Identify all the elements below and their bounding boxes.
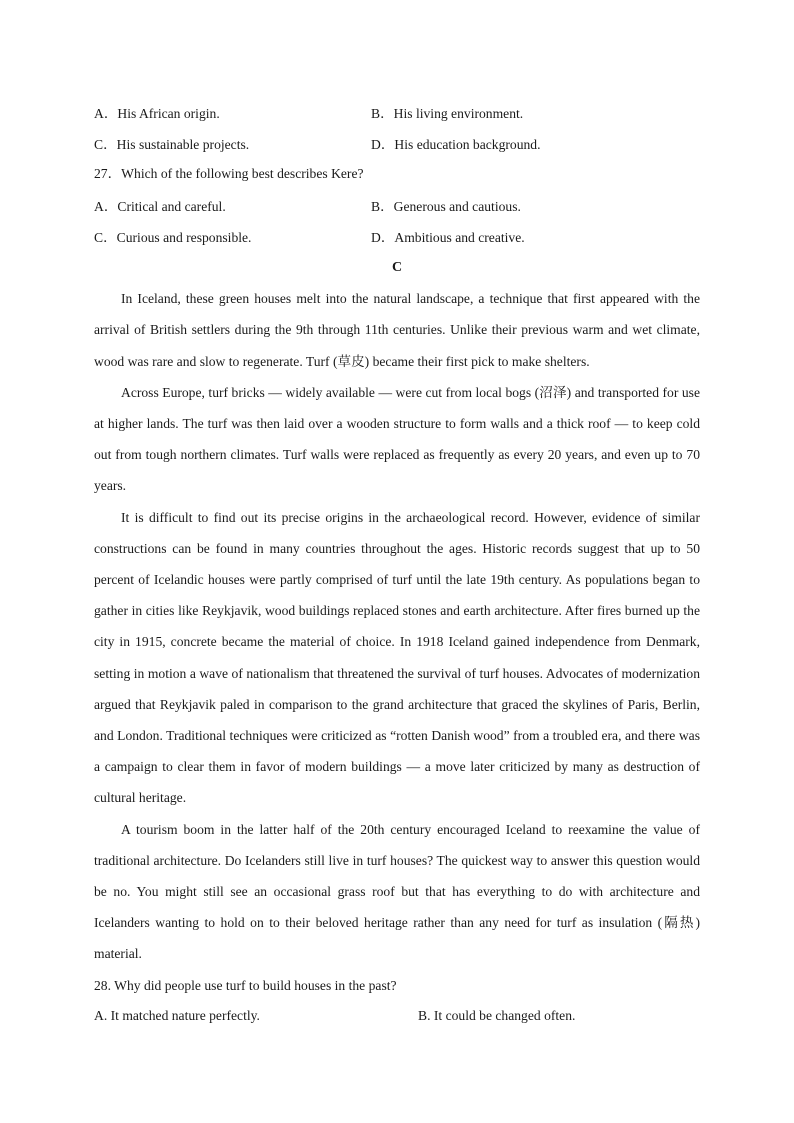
q27-option-b[interactable]: B．Generous and cautious. [371, 199, 521, 215]
q27-option-d[interactable]: D．Ambitious and creative. [371, 230, 525, 246]
q26-options-row-2 [94, 127, 700, 158]
q28-question: 28. Why did people use turf to build houses in the past? [94, 977, 397, 993]
section-title: C [391, 259, 403, 275]
q26-option-b[interactable]: B．His living environment. [371, 105, 524, 121]
q27-options-row-2 [94, 221, 700, 252]
passage-paragraph-3: It is difficult to find out its precise origins in the archaeological record. However, evidence of similar constructions can be found in many countries throughout the ages. Historic records suggest that up to 50 percent of Icelandic houses were partly comprised of turf until the late 19th century. As populations began to gather in cities like Reykjavik, wood buildings replaced stones and earth architecture. After fires burned up the city in 1915, concrete became the material of choice. In 1918 Iceland gained independence from Denmark, setting in motion a wave of nationalism that threatened the survival of turf houses. Advocates of modernization argued that Reykjavik paled in comparison to the grand architecture that graced the skylines of Paris, Berlin, and London. Traditional techniques were criticized as “rotten Danish wood” from a troubled era, and there was a campaign to clear them in favor of modern buildings — a move later criticized by many as destruction of cultural heritage. [94, 509, 700, 806]
passage-paragraph-4: A tourism boom in the latter half of the 20th century encouraged Iceland to reexamine the value of traditional architecture. Do Icelanders still live in turf houses? The quickest way to answer this question would be no. You might still see an occasional grass roof but that has everything to do with architecture and Icelanders wanting to hold on to their beloved heritage rather than any need for turf as insulation (隔热) material. [94, 821, 700, 962]
q28-options-row-1 [94, 1001, 700, 1032]
q27-option-a[interactable]: A．Critical and careful. [94, 199, 226, 215]
passage-paragraph-2: Across Europe, turf bricks — widely available — were cut from local bogs (沼泽) and transported for use at higher lands. The turf was then laid over a wooden structure to form walls and a thick roof — to keep cold out from tough northern climates. Turf walls were replaced as frequently as every 20 years, and even up to 70 years. [94, 384, 700, 494]
passage-paragraph-1: In Iceland, these green houses melt into the natural landscape, a technique that first appeared with the arrival of British settlers during the 9th through 11th centuries. Unlike their previous warm and wet climate, wood was rare and slow to regenerate. Turf (草皮) became their first pick to make shelters. [94, 291, 700, 369]
q26-option-d[interactable]: D．His education background. [371, 136, 541, 152]
q27-option-c[interactable]: C．Curious and responsible. [94, 230, 252, 246]
q26-options-row-1 [94, 96, 700, 127]
q26-option-a[interactable]: A．His African origin. [94, 105, 220, 121]
exam-page [94, 96, 700, 1032]
q28-option-a[interactable]: A. It matched nature perfectly. [94, 1008, 260, 1024]
q28-option-b[interactable]: B. It could be changed often. [418, 1008, 576, 1024]
q27-question: 27．Which of the following best describes Kere? [94, 166, 364, 182]
q27-options-row-1 [94, 190, 700, 221]
q26-option-c[interactable]: C．His sustainable projects. [94, 136, 250, 152]
